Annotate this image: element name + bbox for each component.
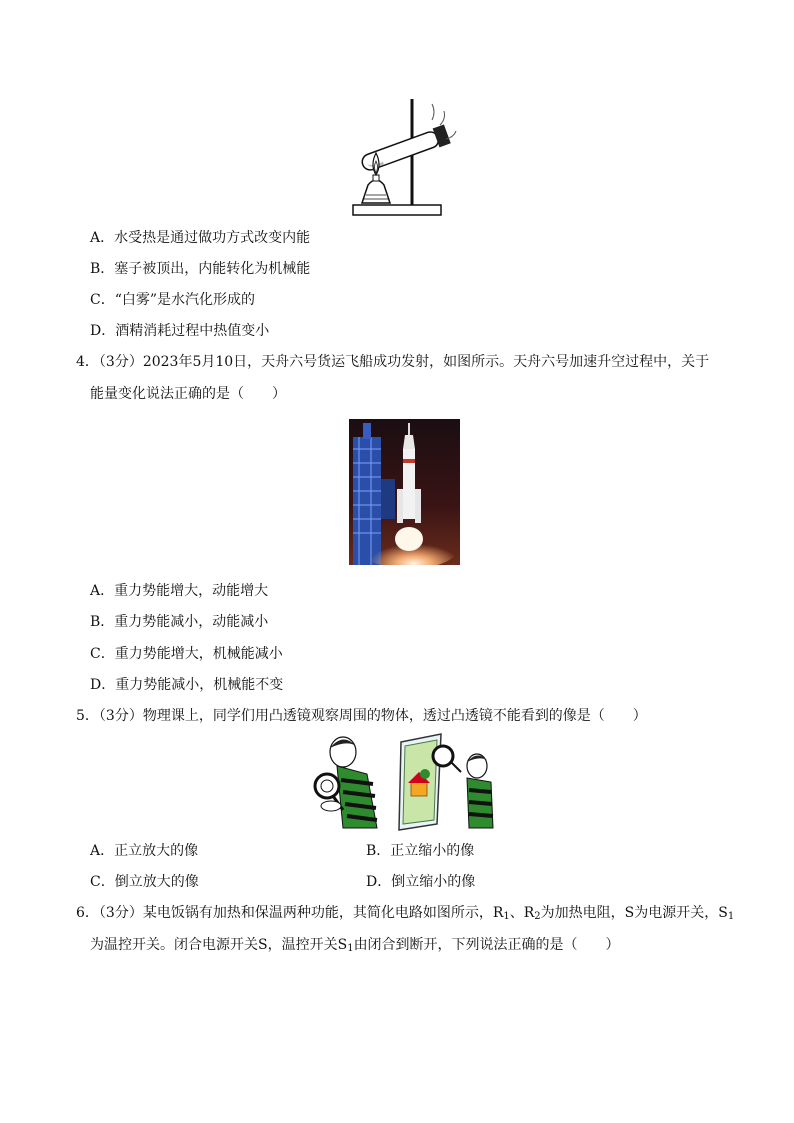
q4-stem-continued: 能量变化说法正确的是（ ） [90,386,286,402]
q4-option-a: A．重力势能增大，动能增大 [90,583,269,599]
q5-option-a: A．正立放大的像 [90,843,199,859]
q5-stem: 5．（3分）物理课上，同学们用凸透镜观察周围的物体，透过凸透镜不能看到的像是（ ） [76,708,647,724]
q6-stem-continued: 为温控开关。闭合电源开关S，温控开关$S_1$由闭合到断开，下列说法正确的是（ ） [90,937,620,954]
q5-option-b: B．正立缩小的像 [366,843,475,859]
q4-option-b: B．重力势能减小，动能减小 [90,614,269,630]
q3-option-d: D．酒精消耗过程中热值变小 [90,323,270,339]
q4-option-d: D．重力势能减小，机械能不变 [90,677,284,693]
convex-lens-observation-figure [303,732,501,832]
test-tube-heating-figure [350,95,462,220]
q3-option-a: A．水受热是通过做功方式改变内能 [90,230,311,246]
q5-option-c: C．倒立放大的像 [90,874,199,890]
q4-option-c: C．重力势能增大，机械能减小 [90,646,283,662]
q6-stem: 6．（3分）某电饭锅有加热和保温两种功能，其简化电路如图所示，$R_1$、$R_2$为加热电阻，S为电源开关，$S_1$ [76,905,735,922]
rocket-launch-photo [349,419,460,565]
q5-option-d: D．倒立缩小的像 [366,874,476,890]
q3-option-b: B．塞子被顶出，内能转化为机械能 [90,261,311,277]
q3-option-c: C．“白雾”是水汽化形成的 [90,292,256,308]
q4-stem: 4．（3分）2023年5月10日，天舟六号货运飞船成功发射，如图所示。天舟六号加速升空过程中，关于 [76,354,710,370]
